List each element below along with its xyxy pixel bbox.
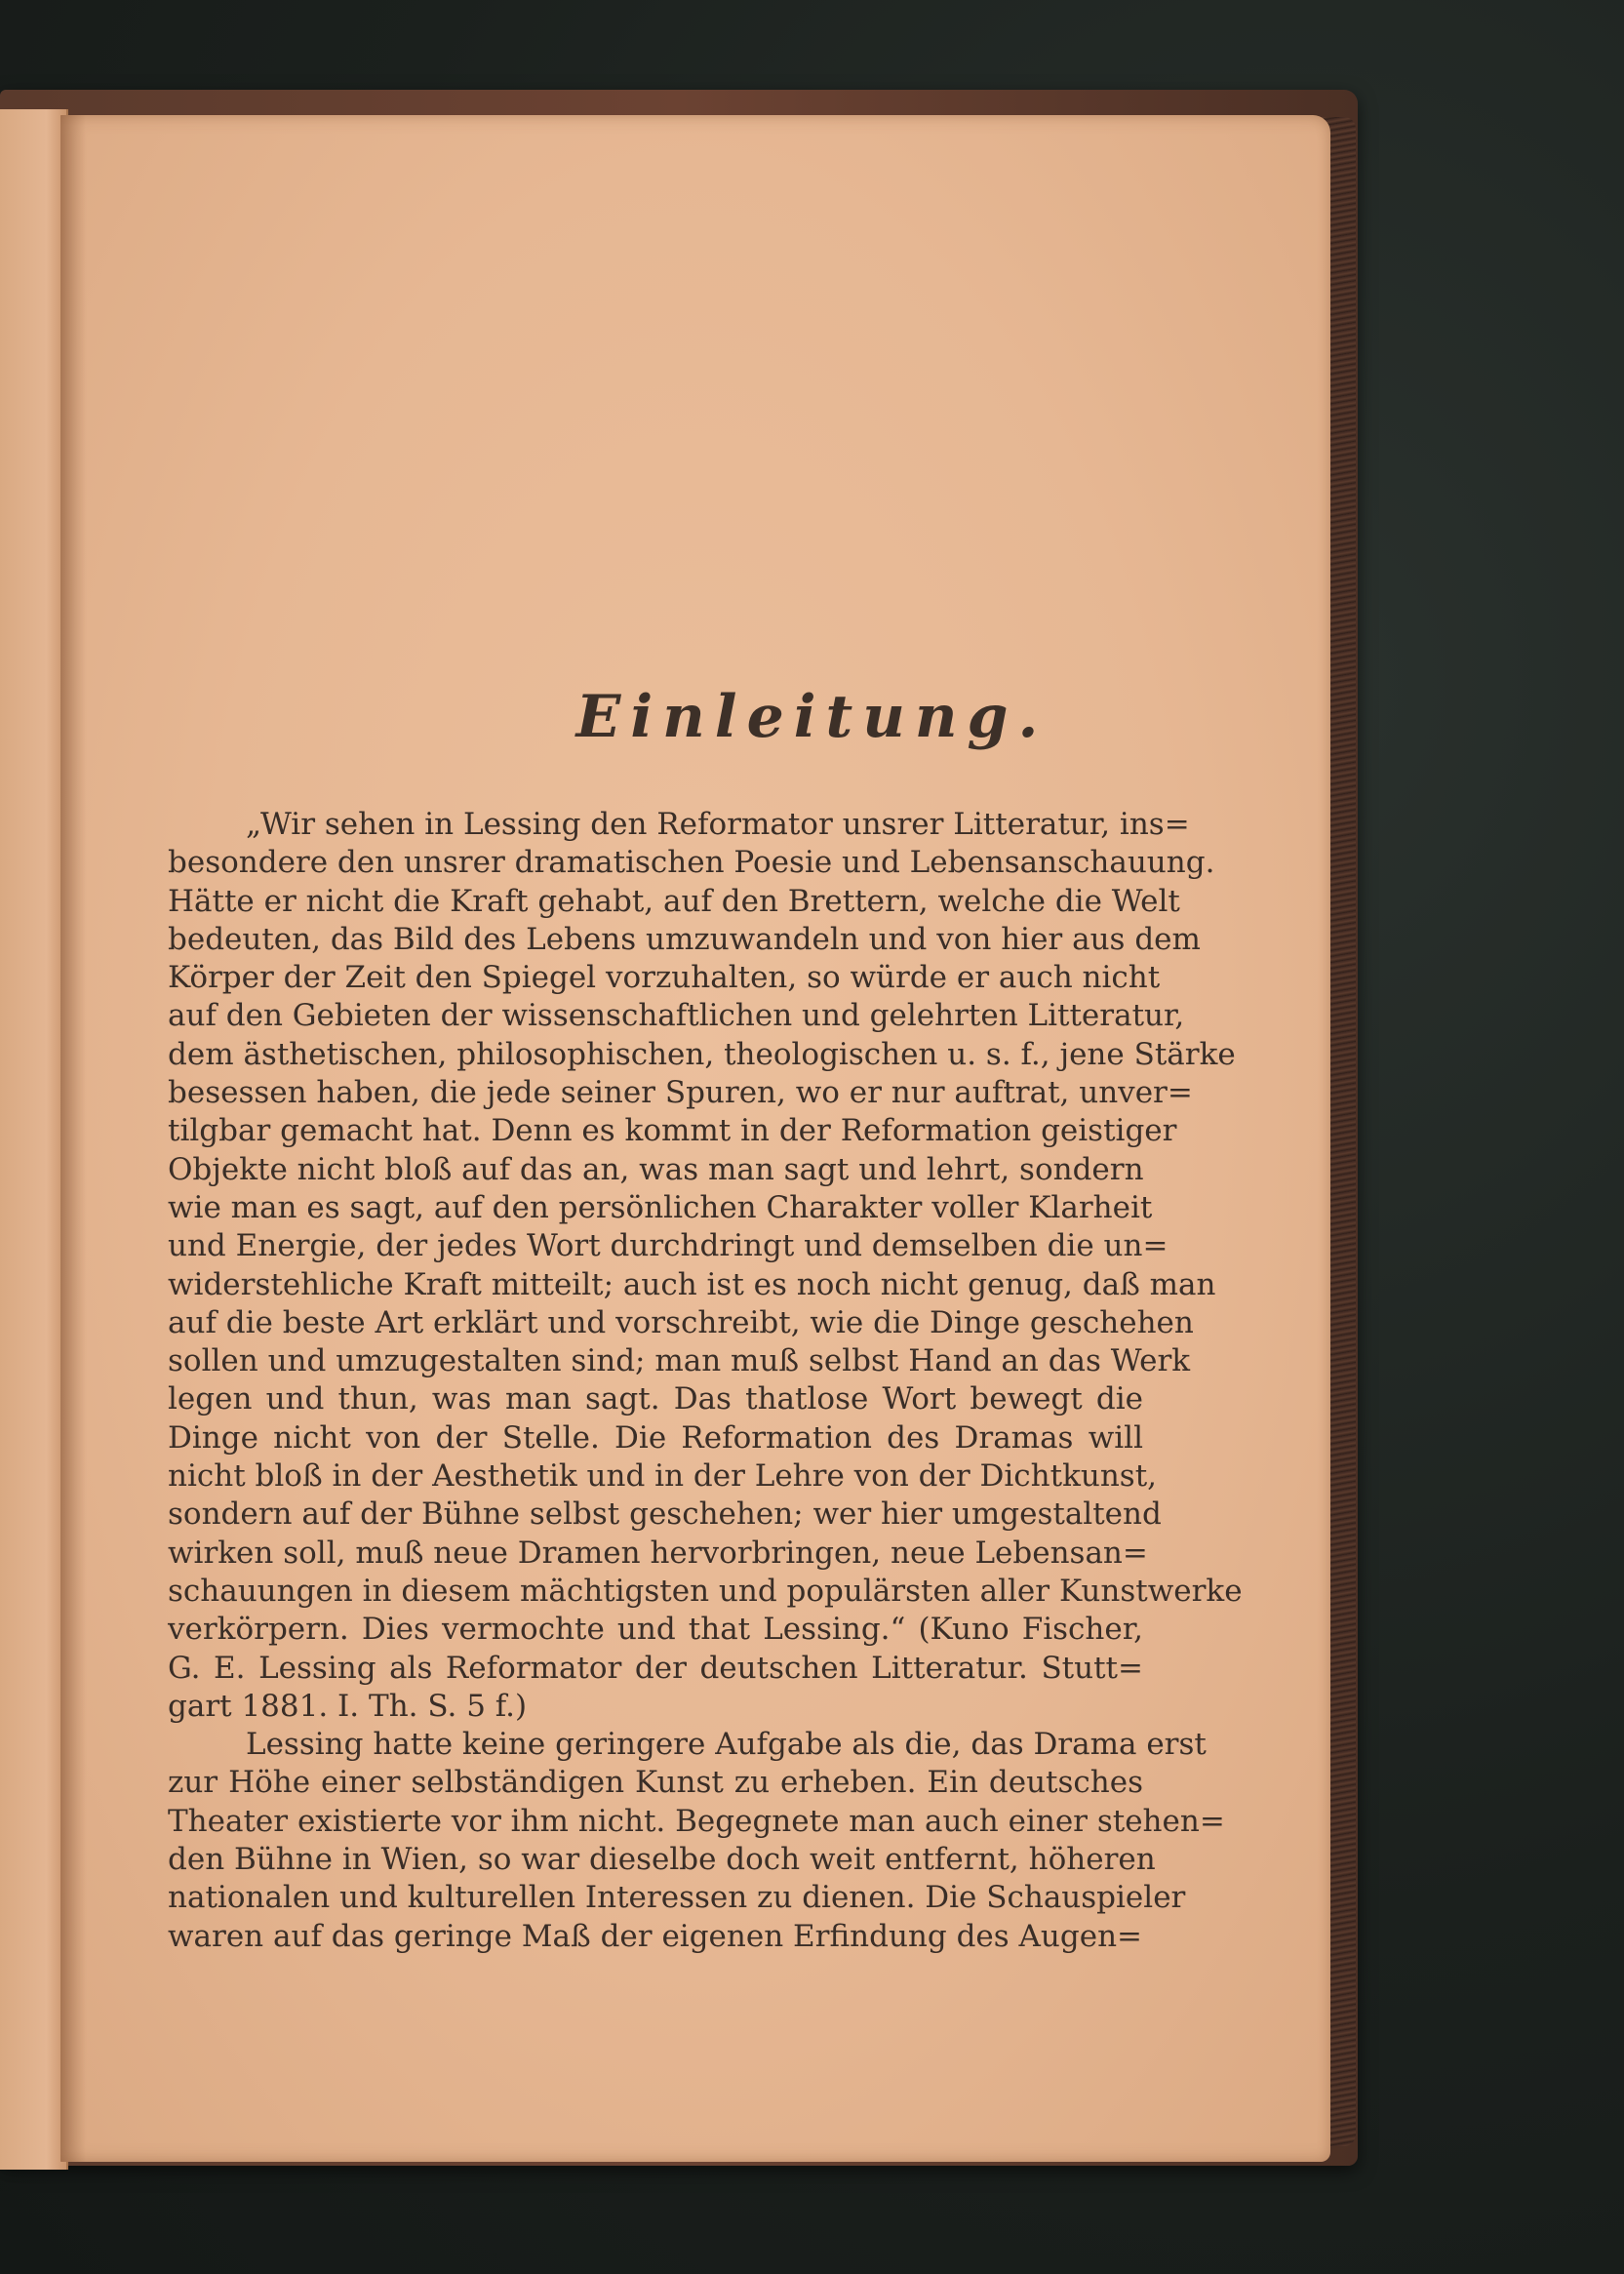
text-line: G. E. Lessing als Reformator der deutschen Litteratur. Stutt= xyxy=(168,1650,1143,1686)
text-line: bedeuten, das Bild des Lebens umzuwandeln und von hier aus dem xyxy=(168,921,1201,957)
text-line: schauungen in diesem mächtigsten und populärsten aller Kunstwerke xyxy=(168,1573,1243,1609)
text-line: Theater existierte vor ihm nicht. Begegnete man auch einer stehen= xyxy=(168,1803,1225,1839)
text-line: auf den Gebieten der wissenschaftlichen und gelehrten Litteratur, xyxy=(168,998,1185,1034)
text-line: besessen haben, die jede seiner Spuren, wo er nur auftrat, unver= xyxy=(168,1075,1193,1111)
body-text xyxy=(168,806,1243,1956)
text-line: besondere den unsrer dramatischen Poesie und Lebensanschauung. xyxy=(168,845,1215,881)
left-page-edge xyxy=(0,109,68,2170)
text-line: nationalen und kulturellen Interessen zu dienen. Die Schauspieler xyxy=(168,1880,1186,1916)
text-line: Körper der Zeit den Spiegel vorzuhalten, so würde er auch nicht xyxy=(168,960,1161,996)
text-line: zur Höhe einer selbständigen Kunst zu erheben. Ein deutsches xyxy=(168,1765,1143,1801)
text-line: wie man es sagt, auf den persönlichen Charakter voller Klarheit xyxy=(168,1189,1153,1225)
text-line: Objekte nicht bloß auf das an, was man sagt und lehrt, sondern xyxy=(168,1151,1144,1187)
text-line: „Wir sehen in Lessing den Reformator unsrer Litteratur, ins= xyxy=(246,807,1190,842)
text-line: den Bühne in Wien, so war dieselbe doch weit entfernt, höheren xyxy=(168,1842,1156,1878)
text-line: und Energie, der jedes Wort durchdringt und demselben die un= xyxy=(168,1228,1168,1264)
text-line: auf die beste Art erklärt und vorschreibt, wie die Dinge geschehen xyxy=(168,1304,1194,1340)
text-line: sollen und umzugestalten sind; man muß selbst Hand an das Werk xyxy=(168,1343,1191,1379)
text-line: wirken soll, muß neue Dramen hervorbringen, neue Lebensan= xyxy=(168,1535,1148,1571)
text-line: Hätte er nicht die Kraft gehabt, auf den Brettern, welche die Welt xyxy=(168,883,1180,919)
text-line: sondern auf der Bühne selbst geschehen; wer hier umgestaltend xyxy=(168,1496,1162,1533)
text-line: tilgbar gemacht hat. Denn es kommt in der Reformation geistiger xyxy=(168,1113,1177,1149)
text-line: nicht bloß in der Aesthetik und in der Lehre von der Dichtkunst, xyxy=(168,1458,1158,1495)
text-line: Dinge nicht von der Stelle. Die Reformation des Dramas will xyxy=(168,1419,1143,1456)
text-line: dem ästhetischen, philosophischen, theologischen u. s. f., jene Stärke xyxy=(168,1036,1236,1072)
text-line: gart 1881. I. Th. S. 5 f.) xyxy=(168,1688,528,1724)
text-line: verkörpern. Dies vermochte und that Lessing.“ (Kuno Fischer, xyxy=(168,1612,1143,1648)
text-line: legen und thun, was man sagt. Das thatlose Wort bewegt die xyxy=(168,1381,1143,1417)
chapter-heading: Einleitung. xyxy=(575,683,1049,751)
text-line: Lessing hatte keine geringere Aufgabe als die, das Drama erst xyxy=(246,1727,1207,1763)
gutter-shadow xyxy=(60,115,86,2162)
text-line: widerstehliche Kraft mitteilt; auch ist es noch nicht genug, daß man xyxy=(168,1266,1216,1302)
text-line: waren auf das geringe Maß der eigenen Erfindung des Augen= xyxy=(168,1918,1143,1954)
